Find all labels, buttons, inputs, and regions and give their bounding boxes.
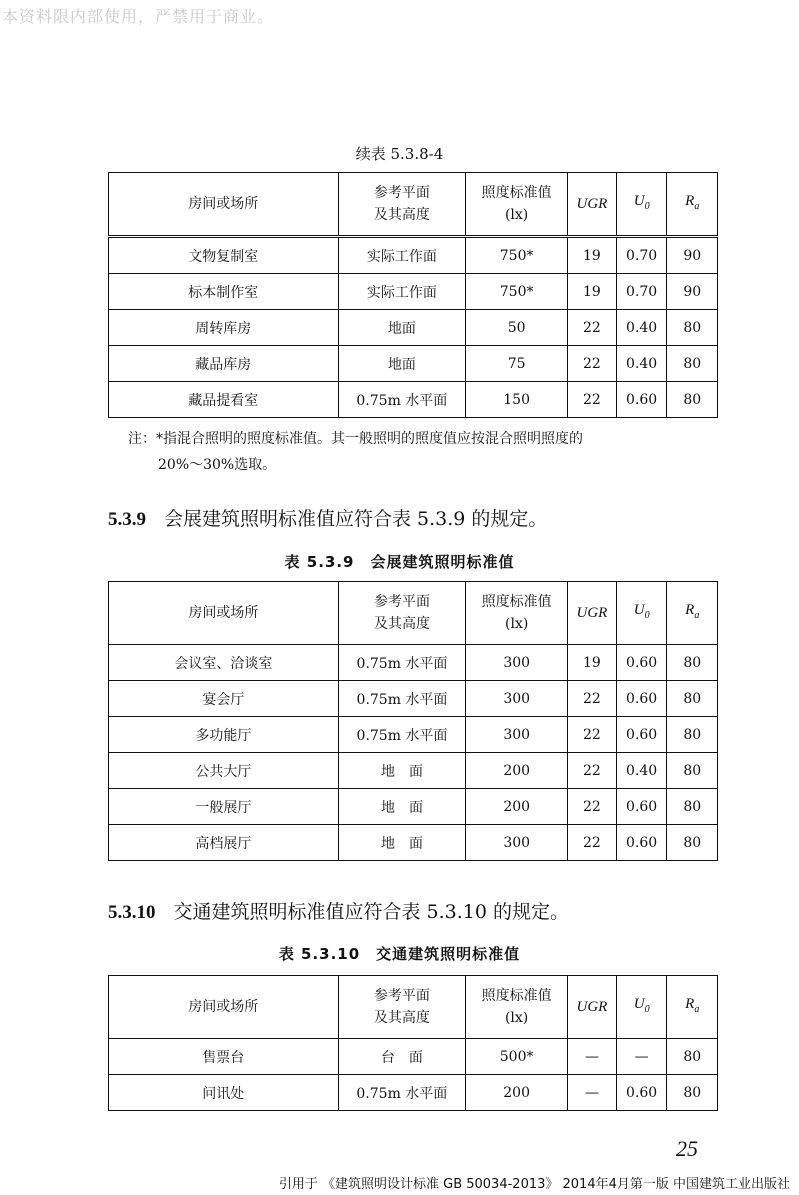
table-row [109,753,718,789]
table-row [109,681,718,717]
cell-ugr: 22 [568,681,617,717]
table2-caption: 表 5.3.9 会展建筑照明标准值 [284,553,515,571]
note-line-1: 注：*指混合照明的照度标准值。其一般照明的照度值应按混合照明照度的 [128,431,583,447]
cell-ra: 80 [667,346,718,382]
cell-ra: 80 [667,1039,718,1075]
cell-room: 一般展厅 [109,789,339,825]
note-line-2: 20%～30%选取。 [158,457,277,473]
table3-caption: 表 5.3.10 交通建筑照明标准值 [278,945,521,963]
cell-lux: 500* [466,1039,568,1075]
col-plane-header [338,582,466,645]
table1-caption: 续表 5.3.8-4 [355,145,444,163]
cell-u0: 0.60 [616,825,667,861]
cell-u0: 0.70 [616,274,667,310]
cell-ra: 90 [667,237,718,274]
cell-lux: 300 [466,681,568,717]
cell-ugr: 22 [568,717,617,753]
cell-ugr: 22 [568,310,617,346]
col-ugr-header [568,173,617,237]
col-plane-header-line-1: 参考平面 [373,185,430,201]
col-room-header [109,582,339,645]
header-row [109,173,718,237]
col-lux-header-line-1: 照度标准值 [481,594,552,610]
col-ra-header-symbol: $R_a$ [685,193,700,212]
col-lux-header [466,582,568,645]
table-row [109,237,718,274]
cell-u0: 0.60 [616,717,667,753]
cell-lux: 750* [466,237,568,274]
col-lux-header-line-1: 照度标准值 [481,185,552,201]
cell-lux: 300 [466,645,568,681]
cell-plane: 地面 [338,346,466,382]
cell-u0: 0.60 [616,1075,667,1111]
col-ra-header-symbol: $R_a$ [685,996,700,1015]
cell-lux: 200 [466,753,568,789]
cell-room: 高档展厅 [109,825,339,861]
col-room-header-line-1: 房间或场所 [188,196,259,212]
cell-lux: 750* [466,274,568,310]
cell-ra: 90 [667,274,718,310]
cell-lux: 50 [466,310,568,346]
col-u0-header [616,173,667,237]
table-row [109,382,718,418]
cell-lux: 150 [466,382,568,418]
col-room-header-line-1: 房间或场所 [188,605,259,621]
ra-subscript: a [694,1004,700,1015]
col-lux-header [466,173,568,237]
cell-u0: 0.60 [616,382,667,418]
clause-number: 5.3.10 [108,902,156,923]
clause-text: 交通建筑照明标准值应符合表 5.3.10 的规定。 [173,901,570,923]
table-row [109,274,718,310]
cell-plane: 地 面 [338,789,466,825]
cell-u0: 0.40 [616,753,667,789]
cell-room: 售票台 [109,1039,339,1075]
clause-text: 会展建筑照明标准值应符合表 5.3.9 的规定。 [164,508,548,530]
cell-plane: 台 面 [338,1039,466,1075]
cell-ra: 80 [667,1075,718,1111]
cell-ugr: 22 [568,346,617,382]
header-row [109,976,718,1039]
table-row [109,717,718,753]
cell-plane: 0.75m 水平面 [338,645,466,681]
cell-plane: 地 面 [338,753,466,789]
col-ra-header [667,582,718,645]
cell-room: 多功能厅 [109,717,339,753]
table1 [108,172,718,418]
cell-room: 标本制作室 [109,274,339,310]
col-plane-header [338,173,466,237]
table-row [109,1075,718,1111]
cell-plane: 实际工作面 [338,237,466,274]
cell-ugr: 19 [568,645,617,681]
cell-ra: 80 [667,825,718,861]
cell-u0: 0.60 [616,645,667,681]
cell-plane: 0.75m 水平面 [338,717,466,753]
cell-plane: 实际工作面 [338,274,466,310]
col-ugr-header-symbol: UGR [576,999,608,1015]
cell-ra: 80 [667,310,718,346]
cell-u0: 0.70 [616,237,667,274]
cell-plane: 地 面 [338,825,466,861]
col-ugr-header [568,976,617,1039]
col-plane-header-line-1: 参考平面 [373,988,430,1004]
cell-ugr: 19 [568,237,617,274]
col-u0-header-symbol: $U_0$ [633,193,650,212]
cell-ugr: — [568,1039,617,1075]
cell-u0: 0.60 [616,789,667,825]
clause-number: 5.3.9 [108,509,146,530]
col-u0-header-symbol: $U_0$ [633,602,650,621]
cell-room: 藏品提看室 [109,382,339,418]
table1-note [128,426,583,478]
cell-u0: — [616,1039,667,1075]
col-lux-header-line-2: (lx) [504,207,529,223]
cell-ra: 80 [667,382,718,418]
u0-subscript: 0 [644,1004,650,1015]
col-ugr-header-symbol: UGR [576,605,608,621]
cell-ra: 80 [667,645,718,681]
cell-lux: 200 [466,789,568,825]
col-ra-header [667,976,718,1039]
cell-ugr: — [568,1075,617,1111]
col-ra-header [667,173,718,237]
cell-lux: 300 [466,717,568,753]
ra-subscript: a [694,201,700,212]
cell-room: 藏品库房 [109,346,339,382]
col-room-header-line-1: 房间或场所 [188,999,259,1015]
col-room-header [109,976,339,1039]
col-plane-header-line-2: 及其高度 [373,616,430,632]
cell-lux: 300 [466,825,568,861]
cell-room: 宴会厅 [109,681,339,717]
page-number: 25 [676,1136,698,1161]
table-row [109,645,718,681]
clause-5-3-9 [108,504,547,531]
col-lux-header-line-2: (lx) [504,1010,529,1026]
cell-plane: 0.75m 水平面 [338,382,466,418]
cell-u0: 0.40 [616,346,667,382]
cell-u0: 0.60 [616,681,667,717]
col-ra-header-symbol: $R_a$ [685,602,700,621]
col-lux-header [466,976,568,1039]
cell-room: 问讯处 [109,1075,339,1111]
cell-ugr: 22 [568,753,617,789]
col-room-header [109,173,339,237]
u0-subscript: 0 [644,610,650,621]
table2 [108,581,718,861]
col-ugr-header [568,582,617,645]
table-row [109,1039,718,1075]
table-row [109,825,718,861]
col-lux-header-line-1: 照度标准值 [481,988,552,1004]
cell-room: 公共大厅 [109,753,339,789]
col-u0-header [616,976,667,1039]
table-row [109,789,718,825]
table3 [108,975,718,1111]
col-plane-header-line-2: 及其高度 [373,1010,430,1026]
header-row [109,582,718,645]
cell-ugr: 22 [568,789,617,825]
cell-ra: 80 [667,789,718,825]
cell-ra: 80 [667,717,718,753]
ra-subscript: a [694,610,700,621]
cell-room: 会议室、洽谈室 [109,645,339,681]
cell-ugr: 22 [568,382,617,418]
cell-lux: 200 [466,1075,568,1111]
cell-plane: 0.75m 水平面 [338,1075,466,1111]
clause-5-3-10 [108,897,569,924]
col-plane-header-line-1: 参考平面 [373,594,430,610]
cell-ugr: 19 [568,274,617,310]
col-plane-header-line-2: 及其高度 [373,207,430,223]
footer-citation: 引用于 《建筑照明设计标准 GB 50034-2013》 2014年4月第一版 中国建筑工业出版社 [278,1177,790,1192]
cell-plane: 0.75m 水平面 [338,681,466,717]
watermark: 本资料限内部使用，严禁用于商业。 [2,7,275,26]
cell-room: 周转库房 [109,310,339,346]
col-ugr-header-symbol: UGR [576,196,608,212]
cell-ra: 80 [667,681,718,717]
cell-ugr: 22 [568,825,617,861]
table-row [109,310,718,346]
u0-subscript: 0 [644,201,650,212]
table-row [109,346,718,382]
col-lux-header-line-2: (lx) [505,616,529,632]
cell-u0: 0.40 [616,310,667,346]
cell-room: 文物复制室 [109,237,339,274]
col-u0-header-symbol: $U_0$ [633,996,650,1015]
cell-plane: 地面 [338,310,466,346]
col-u0-header [616,582,667,645]
col-plane-header [338,976,466,1039]
cell-lux: 75 [466,346,568,382]
cell-ra: 80 [667,753,718,789]
